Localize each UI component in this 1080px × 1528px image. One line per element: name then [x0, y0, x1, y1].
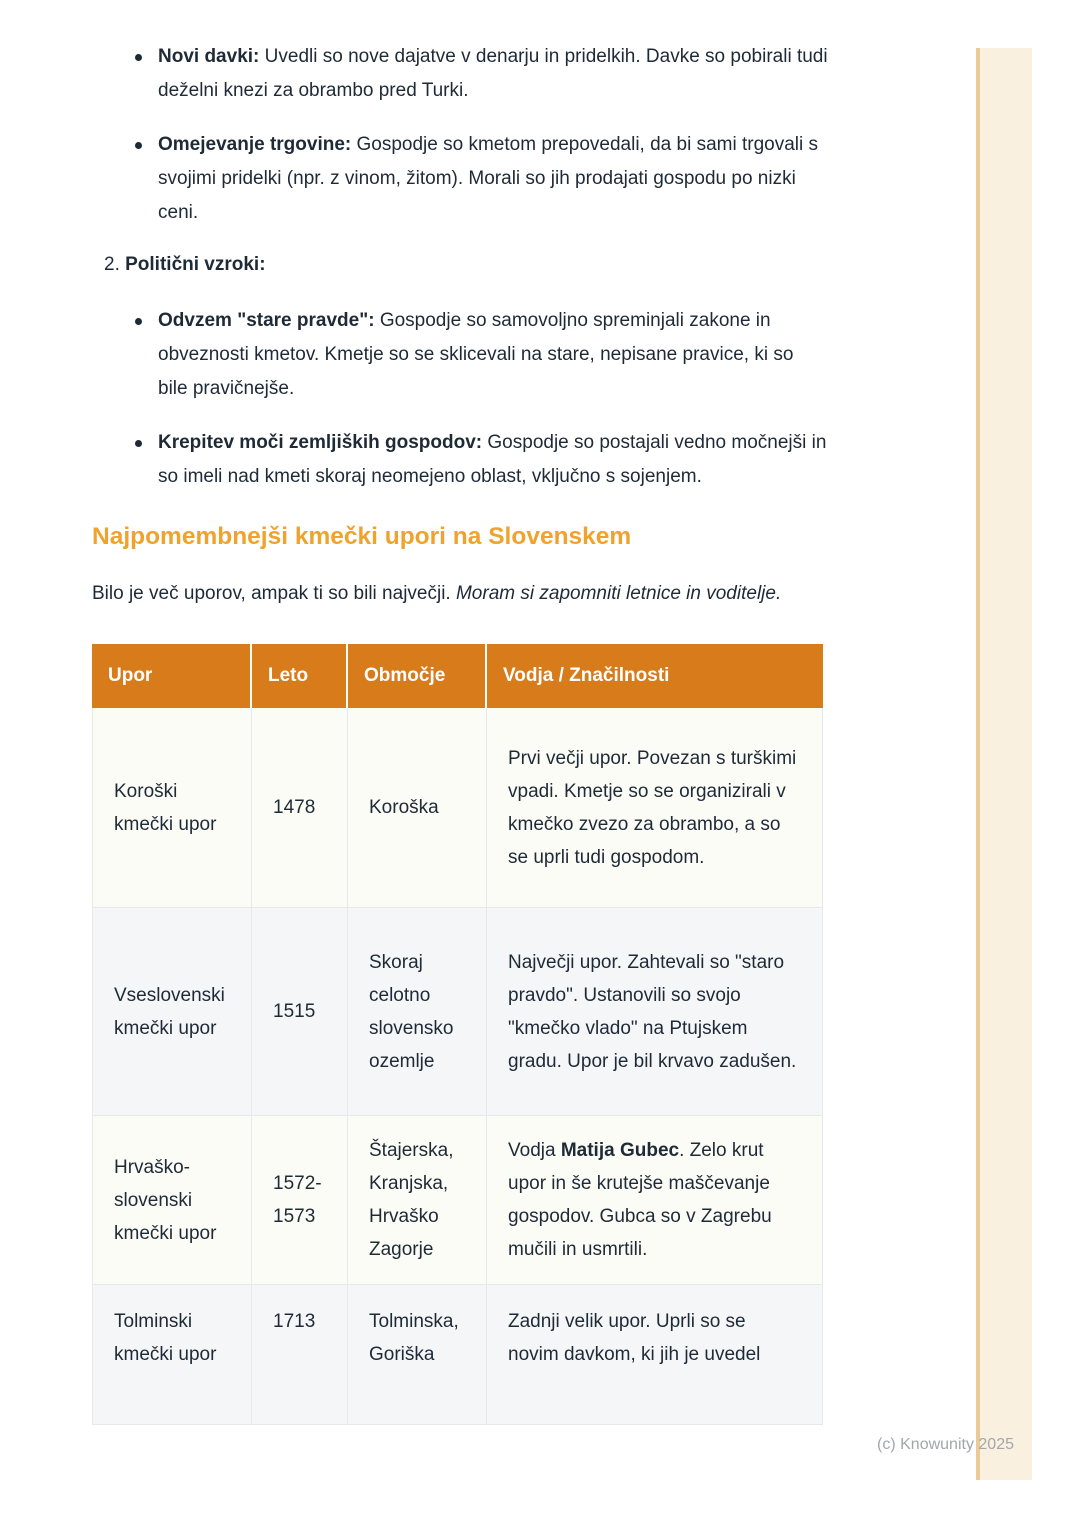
desc-bold: Matija Gubec: [560, 1140, 680, 1161]
bullet-text: Gospodje so kmetom prepovedali, da bi sami trgovali s svojimi pridelki (npr. z vinom, žitom). Morali so jih prodajati gospodu po nizki ceni.: [158, 134, 819, 223]
document-content: [92, 40, 828, 1425]
cell-upor: Koroški kmečki upor: [92, 708, 252, 908]
intro-paragraph: [92, 576, 828, 612]
cell-upor: Vseslovenski kmečki upor: [92, 908, 252, 1116]
intro-normal-text: Bilo je več uporov, ampak ti so bili največji.: [92, 583, 456, 604]
bullet-lead: Krepitev moči zemljiških gospodov:: [158, 432, 483, 453]
table-row: [92, 1116, 823, 1285]
column-header-vodja: Vodja / Značilnosti: [487, 644, 823, 708]
cell-vodja: [487, 908, 823, 1116]
cell-leto: 1572-1573: [252, 1116, 348, 1285]
intro-italic-text: Moram si zapomniti letnice in voditelje.: [455, 583, 782, 604]
bullet-text: Gospodje so postajali vedno močnejši in so imeli nad kmeti skoraj neomejeno oblast, vključno s sojenjem.: [158, 432, 827, 487]
cell-obmocje: Koroška: [348, 708, 487, 908]
table-row: [92, 708, 823, 908]
table-row: [92, 908, 823, 1116]
numbered-item-political-causes: [104, 250, 828, 280]
cell-upor: Tolminski kmečki upor: [92, 1285, 252, 1425]
list-item: [158, 40, 828, 108]
desc-text: Prvi večji upor. Povezan s turškimi vpadi. Kmetje so se organizirali v kmečko zvezo za obrambo, a so se uprli tudi gospodom.: [508, 747, 797, 868]
desc-text: Največji upor. Zahtevali so "staro pravdo". Ustanovili so svojo "kmečko vlado" na Ptujskem gradu. Upor je bil krvavo zadušen.: [508, 951, 797, 1072]
column-header-obmocje: Območje: [348, 644, 487, 708]
cell-leto: 1713: [252, 1285, 348, 1425]
desc-text: Zadnji velik upor. Uprli so se novim davkom, ki jih je uvedel: [508, 1311, 761, 1365]
section-heading: Najpomembnejši kmečki upori na Slovenskem: [92, 523, 632, 550]
watermark: (c) Knowunity 2025: [877, 1436, 1014, 1453]
cell-vodja: [487, 1285, 823, 1425]
political-causes-list: [92, 304, 828, 494]
item-number: 2.: [104, 254, 126, 275]
page-edge-stripe: [976, 48, 1032, 1480]
cell-leto: 1478: [252, 708, 348, 908]
cell-obmocje: Štajerska, Kranjska, Hrvaško Zagorje: [348, 1116, 487, 1285]
list-item: [158, 426, 828, 494]
cell-obmocje: Skoraj celotno slovensko ozemlje: [348, 908, 487, 1116]
desc-text: Vodja: [508, 1140, 561, 1161]
bullet-text: Gospodje so samovoljno spreminjali zakone in obveznosti kmetov. Kmetje so se sklicevali na stare, nepisane pravice, ki so bile pravičnejše.: [158, 310, 794, 399]
table-header-row: [92, 644, 823, 708]
table-row: [92, 1285, 823, 1425]
column-header-upor: Upor: [92, 644, 252, 708]
item-label: Politični vzroki:: [125, 254, 266, 275]
cell-leto: 1515: [252, 908, 348, 1116]
economic-causes-list: [92, 40, 828, 230]
column-header-leto: Leto: [252, 644, 348, 708]
bullet-lead: Odvzem "stare pravde":: [158, 310, 375, 331]
list-item: [158, 304, 828, 406]
bullet-text: Uvedli so nove dajatve v denarju in pridelkih. Davke so pobirali tudi deželni knezi za obrambo pred Turki.: [158, 46, 828, 101]
uprisings-table: [92, 644, 823, 1425]
cell-obmocje: Tolminska, Goriška: [348, 1285, 487, 1425]
cell-upor: Hrvaško-slovenski kmečki upor: [92, 1116, 252, 1285]
desc-text: . Zelo krut upor in še krutejše maščevanje gospodov. Gubca so v Zagrebu mučili in usmrtili.: [508, 1140, 772, 1260]
bullet-lead: Omejevanje trgovine:: [158, 134, 352, 155]
cell-vodja: [487, 1116, 823, 1285]
bullet-lead: Novi davki:: [158, 46, 260, 67]
list-item: [158, 128, 828, 230]
cell-vodja: [487, 708, 823, 908]
